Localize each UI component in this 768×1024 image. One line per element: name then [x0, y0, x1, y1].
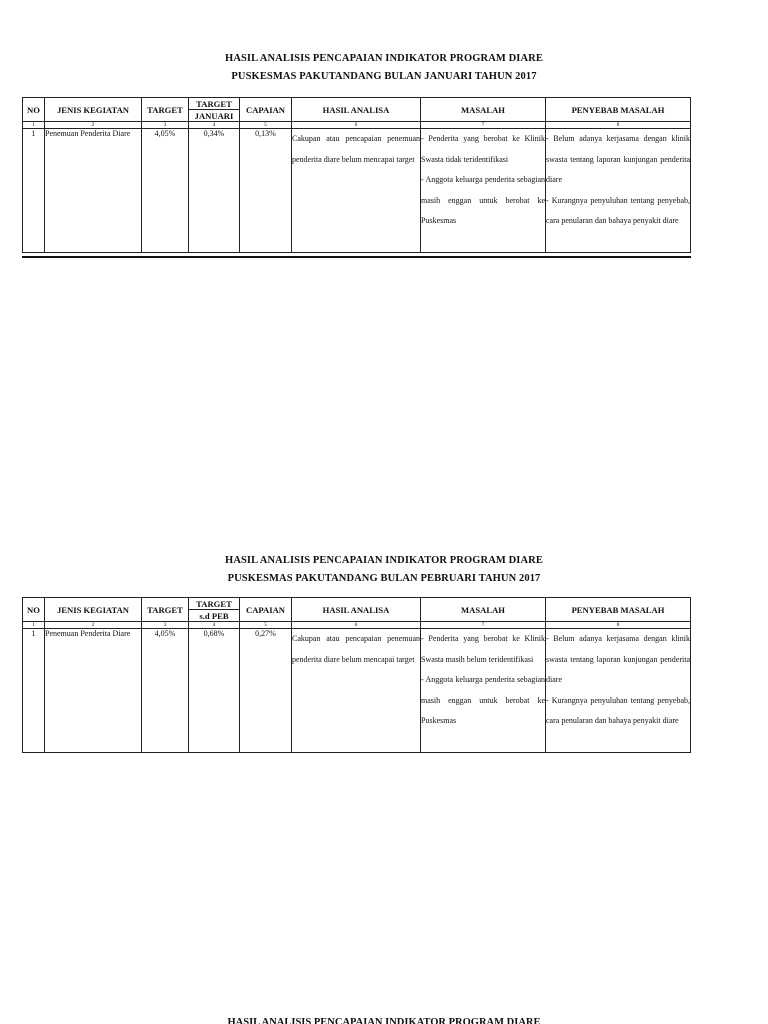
report-title: HASIL ANALISIS PENCAPAIAN INDIKATOR PROGRAM DIARE [225, 555, 543, 566]
cell-masalah [421, 629, 546, 753]
col-number: 5 [240, 122, 292, 129]
header-jenis-kegiatan: JENIS KEGIATAN [45, 598, 142, 622]
column-number-row [23, 122, 691, 129]
cell-hasil-analisa: Cakupan atau pencapaian penemuan penderita diare belum mencapai target [292, 629, 421, 753]
header-no: NO [23, 598, 45, 622]
cell-no: 1 [23, 129, 45, 253]
header-capaian: CAPAIAN [240, 598, 292, 622]
col-number: 8 [546, 622, 691, 629]
cell-penyebab-masalah [546, 129, 691, 253]
cell-jenis-kegiatan: Penemuan Penderita Diare [45, 129, 142, 253]
header-penyebab-masalah: PENYEBAB MASALAH [546, 98, 691, 122]
masalah-item: - Penderita yang berobat ke Klinik Swasta masih belum teridentifikasi [421, 634, 545, 664]
table-bottom-rule [22, 256, 691, 258]
cell-no: 1 [23, 629, 45, 753]
header-no: NO [23, 98, 45, 122]
cell-penyebab-masalah [546, 629, 691, 753]
penyebab-item: - Kurangnya penyuluhan tentang penyebab, cara penularan dan bahaya penyakit diare [546, 195, 690, 225]
penyebab-item: - Belum adanya kerjasama dengan klinik swasta tentang laporan kunjungan penderita diare [546, 634, 690, 684]
header-masalah: MASALAH [421, 598, 546, 622]
header-target-period-top: TARGET [189, 598, 240, 610]
header-penyebab-masalah: PENYEBAB MASALAH [546, 598, 691, 622]
col-number: 3 [142, 622, 189, 629]
report-subtitle: PUSKESMAS PAKUTANDANG BULAN PEBRUARI TAHUN 2017 [227, 573, 541, 584]
header-hasil-analisa: HASIL ANALISA [292, 98, 421, 122]
header-jenis-kegiatan: JENIS KEGIATAN [45, 98, 142, 122]
partial-next-report-title [0, 1016, 768, 1024]
col-number: 6 [292, 622, 421, 629]
col-number: 6 [292, 122, 421, 129]
cell-target: 4,05% [142, 629, 189, 753]
col-number: 1 [23, 122, 45, 129]
header-target-period-bottom: s.d PEB [189, 610, 240, 622]
cell-capaian: 0,27% [240, 629, 292, 753]
col-number: 5 [240, 622, 292, 629]
analysis-table [22, 97, 691, 253]
header-masalah: MASALAH [421, 98, 546, 122]
cell-target: 4,05% [142, 129, 189, 253]
col-number: 7 [421, 122, 546, 129]
cell-target-period: 0,34% [189, 129, 240, 253]
col-number: 4 [189, 622, 240, 629]
header-capaian: CAPAIAN [240, 98, 292, 122]
masalah-item: - Anggota keluarga penderita sebagian masih enggan untuk berobat ke Puskesmas [421, 675, 545, 725]
report-title: HASIL ANALISIS PENCAPAIAN INDIKATOR PROGRAM DIARE [225, 53, 543, 64]
cell-jenis-kegiatan: Penemuan Penderita Diare [45, 629, 142, 753]
column-number-row [23, 622, 691, 629]
cell-target-period: 0,68% [189, 629, 240, 753]
col-number: 7 [421, 622, 546, 629]
header-hasil-analisa: HASIL ANALISA [292, 598, 421, 622]
penyebab-item: - Kurangnya penyuluhan tentang penyebab, cara penularan dan bahaya penyakit diare [546, 695, 690, 725]
masalah-item: - Penderita yang berobat ke Klinik Swasta tidak teridentifikasi [421, 134, 545, 164]
cell-capaian: 0,13% [240, 129, 292, 253]
header-target-period-bottom: JANUARI [189, 110, 240, 122]
col-number: 3 [142, 122, 189, 129]
table-row [23, 629, 691, 753]
header-target-period-top: TARGET [189, 98, 240, 110]
col-number: 4 [189, 122, 240, 129]
col-number: 1 [23, 622, 45, 629]
col-number: 2 [45, 622, 142, 629]
report-subtitle: PUSKESMAS PAKUTANDANG BULAN JANUARI TAHUN 2017 [231, 71, 537, 82]
table-row [23, 129, 691, 253]
penyebab-item: - Belum adanya kerjasama dengan klinik swasta tentang laporan kunjungan penderita diare [546, 134, 690, 184]
col-number: 2 [45, 122, 142, 129]
col-number: 8 [546, 122, 691, 129]
report-title: HASIL ANALISIS PENCAPAIAN INDIKATOR PROGRAM DIARE [227, 1017, 541, 1024]
header-target: TARGET [142, 98, 189, 122]
cell-masalah [421, 129, 546, 253]
header-target: TARGET [142, 598, 189, 622]
analysis-table [22, 597, 691, 753]
cell-hasil-analisa: Cakupan atau pencapaian penemuan penderita diare belum mencapai target [292, 129, 421, 253]
masalah-item: - Anggota keluarga penderita sebagian masih enggan untuk berobat ke Puskesmas [421, 175, 545, 225]
